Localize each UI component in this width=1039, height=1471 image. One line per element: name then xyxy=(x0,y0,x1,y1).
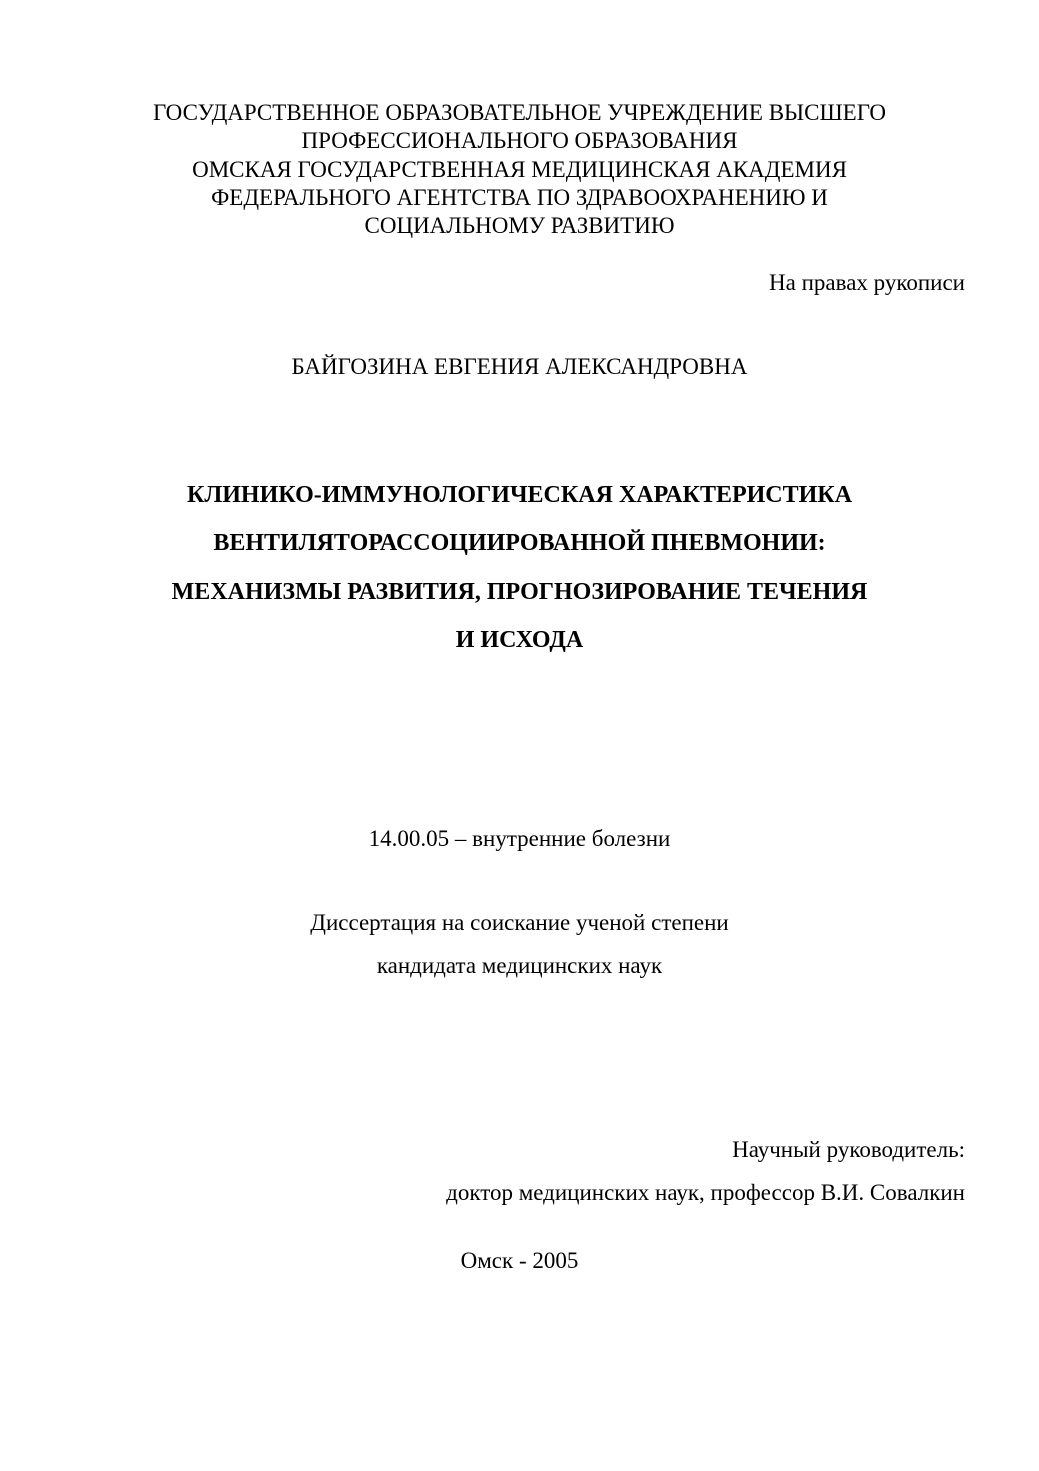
dissertation-title-line-1: КЛИНИКО-ИММУНОЛОГИЧЕСКАЯ ХАРАКТЕРИСТИКА xyxy=(186,482,853,508)
city-year: Омск - 2005 xyxy=(460,1248,579,1273)
dissertation-title-line-4: И ИСХОДА xyxy=(455,627,584,653)
degree-line-1: Диссертация на соискание ученой степени xyxy=(310,910,729,935)
manuscript-note: На правах рукописи xyxy=(769,270,965,295)
supervisor-name: доктор медицинских наук, профессор В.И. Совалкин xyxy=(446,1180,965,1205)
author-name: БАЙГОЗИНА ЕВГЕНИЯ АЛЕКСАНДРОВНА xyxy=(291,354,748,379)
institution-line-4: ФЕДЕРАЛЬНОГО АГЕНТСТВА ПО ЗДРАВООХРАНЕНИЮ И xyxy=(211,185,828,210)
institution-line-3: ОМСКАЯ ГОСУДАРСТВЕННАЯ МЕДИЦИНСКАЯ АКАДЕМИЯ xyxy=(192,157,847,182)
institution-line-2: ПРОФЕССИОНАЛЬНОГО ОБРАЗОВАНИЯ xyxy=(301,128,738,153)
dissertation-title-line-3: МЕХАНИЗМЫ РАЗВИТИЯ, ПРОГНОЗИРОВАНИЕ ТЕЧЕНИЯ xyxy=(171,579,868,605)
specialty-code: 14.00.05 – внутренние болезни xyxy=(368,826,671,851)
degree-line-2: кандидата медицинских наук xyxy=(376,953,663,978)
supervisor-label: Научный руководитель: xyxy=(732,1137,965,1162)
dissertation-title-line-2: ВЕНТИЛЯТОРАССОЦИИРОВАННОЙ ПНЕВМОНИИ: xyxy=(213,530,826,556)
institution-line-5: СОЦИАЛЬНОМУ РАЗВИТИЮ xyxy=(364,213,675,238)
institution-line-1: ГОСУДАРСТВЕННОЕ ОБРАЗОВАТЕЛЬНОЕ УЧРЕЖДЕНИЕ ВЫСШЕГО xyxy=(152,100,887,125)
